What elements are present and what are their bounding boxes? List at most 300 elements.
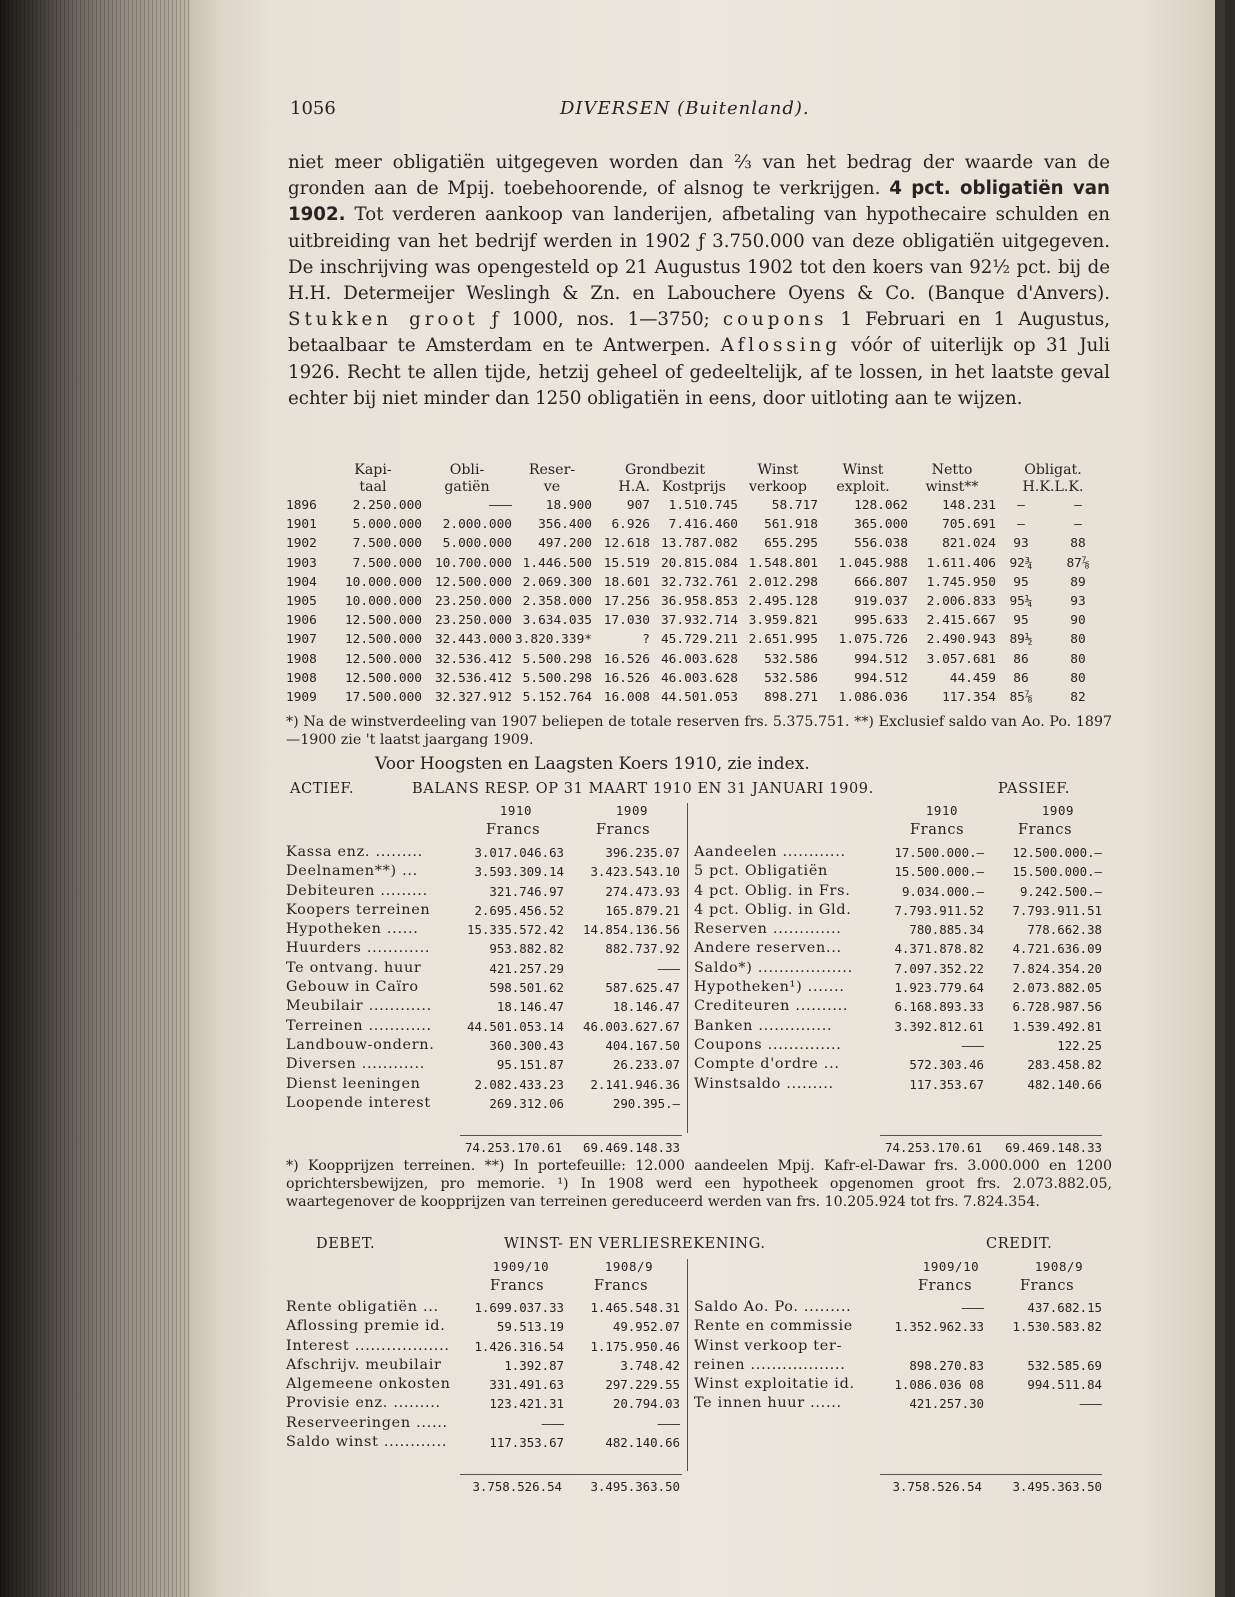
debet-row-cell: ——— [541, 1415, 564, 1431]
stats-row-cell: 12.500.000 [344, 613, 422, 629]
stats-row-cell: 2.415.667 [926, 613, 996, 629]
stats-header-cell: Netto [931, 462, 973, 478]
stats-row-cell: 95¼ [1009, 594, 1033, 610]
stats-header-cell: H.K.L.K. [1022, 479, 1084, 495]
debet-row-cell: Interest .................. [286, 1337, 450, 1354]
credit-row-cell: Saldo Ao. Po. ......... [694, 1299, 852, 1315]
winst-unit-right-2: Francs [1020, 1278, 1075, 1294]
stats-row-cell: 5.000.000 [352, 517, 422, 533]
actief-row-cell: 18.146.47 [496, 999, 564, 1015]
stats-row-cell: 16.526 [603, 651, 650, 667]
stats-row-cell: — [1074, 517, 1082, 533]
stats-row-cell: 2.358.000 [522, 594, 592, 610]
stats-row-cell: 1.446.500 [522, 555, 592, 571]
credit-row-cell: 532.585.69 [1027, 1357, 1102, 1373]
stats-row-cell: 89½ [1009, 632, 1033, 648]
actief-row [286, 901, 680, 920]
stats-row [286, 592, 1110, 611]
stats-header-cell: Reser- [528, 462, 576, 478]
passief-row-cell: Saldo*) .................. [694, 959, 853, 976]
actief-row [286, 1036, 680, 1055]
credit-row-cell: 437.682.15 [1027, 1300, 1102, 1315]
actief-row-cell: Te ontvang. huur [286, 959, 422, 976]
stats-row-cell: 12.618 [603, 536, 650, 552]
debet-row-cell: 49.952.07 [612, 1319, 680, 1335]
stats-row-cell: 12.500.000 [434, 574, 512, 590]
winst-title: WINST- EN VERLIESREKENING. [504, 1236, 766, 1252]
spaced-term-stukken: Stukken groot [288, 309, 479, 331]
intro-text-5: vóór of uiterlijk op 31 Juli 1926. Recht te allen tijde, hetzij geheel of gedeeltelijk, af te lossen, in het laatste geval echter bij niet minder dan 1250 obligatiën in eens, door uitloting aan te wijzen. [288, 335, 1110, 409]
stats-row-cell: 5.500.298 [522, 670, 592, 686]
stats-row-cell: 23.250.000 [434, 613, 512, 629]
stats-row-cell: 655.295 [764, 536, 818, 552]
debet-row [286, 1337, 680, 1356]
actief-row-cell: 165.879.21 [605, 902, 680, 918]
actief-row [286, 920, 680, 939]
debet-row [286, 1433, 680, 1452]
stats-row-cell: 1.075.726 [838, 632, 908, 648]
debet-row-cell: Afschrijv. meubilair [286, 1356, 442, 1373]
balans-footnote: *) Koopprijzen terreinen. **) In portefeuille: 12.000 aandeelen Mpij. Kafr-el-Dawar frs. 3.000.000 en 1200 oprichtersbewijzen, pro memorie. ¹) In 1908 werd een hypotheek opgenomen groot frs. 2.073.882.05, waartegenover de koopprijzen van terreinen gereduceerd werden van frs. 10.205.924 tot frs. 7.824.354. [286, 1158, 1112, 1210]
stats-row-cell: 1904 [286, 574, 317, 590]
passief-row-cell: 7.097.352.22 [894, 960, 984, 976]
stats-row-cell: 3.820.339* [514, 632, 592, 648]
passief-row [694, 882, 1102, 901]
stats-row-cell: 15.519 [603, 555, 650, 571]
stats-row-cell: 3.057.681 [926, 651, 996, 667]
stats-row-cell: 12.500.000 [344, 651, 422, 667]
passief-row-cell: Crediteuren .......... [694, 998, 849, 1015]
actief-row-cell: 269.312.06 [489, 1095, 564, 1111]
stats-row [286, 554, 1110, 573]
passief-row-cell: Compte d'ordre ... [694, 1056, 840, 1073]
actief-row [286, 862, 680, 881]
stats-row-cell: 2.495.128 [748, 594, 818, 610]
actief-row-cell: Koopers terreinen [286, 901, 431, 918]
page-header [190, 98, 1225, 124]
debet-row-cell: Reserveeringen ...... [286, 1414, 448, 1431]
stats-row-cell: 32.443.000 [434, 632, 512, 648]
stats-header-cell: H.A. [618, 479, 650, 495]
debet-row-cell: 1.465.548.31 [590, 1300, 680, 1315]
actief-row-cell: Landbouw-ondern. [286, 1036, 435, 1053]
winst-year-left-1: 1909/10 [492, 1259, 550, 1274]
passief-row-cell: Aandeelen ............ [694, 844, 846, 860]
stats-row-cell: 32.536.412 [434, 651, 512, 667]
intro-text-2: Tot verderen aankoop van landerijen, afbetaling van hypothecaire schulden en uitbreiding van het bedrijf werden in 1902 ƒ 3.750.000 van deze obligatiën uitgegeven. De inschrijving was opengesteld op 21 Augustus 1902 tot den koers van 92½ pct. bij de H.H. Determeijer Weslingh & Zn. en Labouchere Oyens & Co. (Banque d'Anvers). [288, 204, 1110, 305]
stats-row [286, 630, 1110, 649]
stats-row-cell: 93 [1070, 594, 1086, 610]
winst-total-rule-left [460, 1474, 682, 1475]
credit-row-cell [984, 1337, 1102, 1356]
debet-row-cell: 1.699.037.33 [474, 1300, 564, 1315]
stats-row-cell: 80 [1070, 632, 1086, 648]
winst-total-rule-right [880, 1474, 1102, 1475]
stats-row-cell: 2.069.300 [522, 574, 592, 590]
passief-row [694, 959, 1102, 978]
debet-row-cell: 331.491.63 [489, 1377, 564, 1393]
debet-row-cell: 1.426.316.54 [474, 1338, 564, 1354]
stats-row-cell: 2.250.000 [352, 498, 422, 513]
stats-row [286, 650, 1110, 669]
balans-title: BALANS RESP. OP 31 MAART 1910 EN 31 JANUARI 1909. [412, 781, 874, 797]
stats-header-cell [286, 479, 324, 496]
stats-row-cell: 18.601 [603, 574, 650, 590]
credit-row-cell: 898.270.83 [909, 1357, 984, 1373]
debet-row-cell: Rente obligatiën ... [286, 1299, 439, 1315]
stats-row-cell: 1903 [286, 555, 317, 571]
balans-year-1910-left: 1910 [499, 803, 533, 818]
stats-row-cell: 1902 [286, 536, 317, 552]
passief-row [694, 1055, 1102, 1074]
stats-row-cell: 44.459 [949, 670, 996, 686]
actief-row-cell: Loopende interest [286, 1094, 431, 1111]
stats-row-cell: 365.000 [854, 517, 908, 533]
debet-row-cell: Saldo winst ............ [286, 1434, 448, 1451]
stats-row-cell: 18.900 [545, 498, 592, 513]
stats-row-cell: 10.700.000 [434, 555, 512, 571]
passief-row-cell: 2.073.882.05 [1012, 980, 1102, 996]
stats-row-cell: 919.037 [854, 594, 908, 610]
stats-row-cell: 994.512 [854, 651, 908, 667]
credit-row-cell: Winst exploitatie id. [694, 1376, 855, 1393]
passief-row-cell: 4.721.636.09 [1012, 941, 1102, 957]
credit-row [694, 1317, 1102, 1336]
stats-row-cell: 3.959.821 [748, 613, 818, 629]
stats-header-cell: exploit. [836, 479, 890, 495]
balans-passief-table [694, 843, 1102, 1094]
stats-row-cell: 23.250.000 [434, 594, 512, 610]
stats-row-cell: 2.000.000 [442, 517, 512, 533]
book-page [190, 0, 1225, 1597]
actief-row-cell: 3.423.543.10 [590, 864, 680, 880]
debet-row-cell: 123.421.31 [489, 1396, 564, 1412]
balans-year-1909-right: 1909 [1041, 803, 1075, 818]
stats-row-cell: 32.732.761 [660, 574, 738, 590]
actief-row-cell: Diversen ............ [286, 1056, 426, 1073]
debet-row-cell: Algemeene onkosten [286, 1376, 451, 1393]
passief-row [694, 1075, 1102, 1094]
stats-row-cell: ? [642, 632, 650, 648]
actief-row-cell: Deelnamen**) ... [286, 863, 418, 880]
passief-row-cell: 6.168.893.33 [894, 999, 984, 1015]
balans-unit-left-2: Francs [596, 822, 651, 838]
debet-row-cell: 117.353.67 [489, 1435, 564, 1451]
stats-row-cell: 1.510.745 [668, 498, 738, 513]
credit-row-cell: ——— [961, 1300, 984, 1315]
stats-row-cell: 1901 [286, 517, 317, 533]
stats-row [286, 688, 1110, 707]
winst-debet-table [286, 1298, 680, 1452]
stats-row [286, 515, 1110, 534]
stats-row-cell: 17.256 [603, 594, 650, 610]
stats-row-cell: 37.932.714 [660, 613, 738, 629]
stats-row-cell: 148.231 [942, 498, 996, 513]
credit-row-cell: 994.511.84 [1027, 1377, 1102, 1393]
spaced-term-aflossing: Aflossing [720, 335, 841, 357]
credit-row-cell: 1.086.036 08 [894, 1377, 984, 1393]
credit-row-cell: Rente en commissie [694, 1318, 853, 1335]
credit-row-cell: Winst verkoop ter- [694, 1337, 843, 1354]
stats-row [286, 573, 1110, 592]
debet-row [286, 1394, 680, 1413]
stats-row-cell: 5.000.000 [442, 536, 512, 552]
stats-header-cell: Kostprijs [662, 479, 726, 495]
stats-row-cell: 86 [1013, 670, 1029, 686]
passief-row-cell: 122.25 [1057, 1037, 1102, 1053]
stats-row-cell: 1896 [286, 498, 317, 513]
stats-row-cell: 6.926 [611, 517, 650, 533]
stats-row-cell: 907 [626, 498, 650, 513]
actief-row-cell: Hypotheken ...... [286, 921, 419, 938]
stats-row-cell: 13.787.082 [660, 536, 738, 552]
stats-row-cell: 10.000.000 [344, 574, 422, 590]
stats-row-cell: 556.038 [854, 536, 908, 552]
passief-row-cell: 15.500.000.— [894, 864, 984, 880]
passief-row [694, 939, 1102, 958]
passief-row [694, 978, 1102, 997]
page-edge-shadow [1215, 0, 1225, 1597]
stats-row-cell: 86 [1013, 651, 1029, 667]
credit-row [694, 1375, 1102, 1394]
stats-row-cell: 1909 [286, 690, 317, 706]
passief-row-cell: Reserven ............. [694, 921, 842, 938]
actief-row-cell: 396.235.07 [605, 845, 680, 860]
actief-row [286, 997, 680, 1016]
actief-row-cell: 2.695.456.52 [474, 902, 564, 918]
actief-row-cell: 321.746.97 [489, 883, 564, 899]
debet-row-cell: Aflossing premie id. [286, 1318, 446, 1335]
winst-total-credit-1: 3.758.526.54 [892, 1479, 982, 1494]
actief-row-cell: 2.082.433.23 [474, 1076, 564, 1092]
stats-row-cell: 898.271 [764, 690, 818, 706]
winst-year-left-2: 1908/9 [604, 1259, 654, 1274]
passief-row-cell: 7.824.354.20 [1012, 960, 1102, 976]
stats-row-cell: 1.611.406 [926, 555, 996, 571]
stats-row-cell: 1907 [286, 632, 317, 648]
passief-row [694, 997, 1102, 1016]
winst-total-credit-2: 3.495.363.50 [1012, 1479, 1102, 1494]
stats-row-cell: 20.815.084 [660, 555, 738, 571]
actief-row [286, 978, 680, 997]
page-number: 1056 [290, 98, 336, 119]
actief-row [286, 1017, 680, 1036]
stats-row-cell: 1906 [286, 613, 317, 629]
actief-row [286, 843, 680, 862]
stats-header-cell: gatiën [444, 479, 490, 495]
stats-header-cell: Obligat. [1024, 462, 1082, 478]
balans-total-rule-right [880, 1135, 1102, 1136]
stats-row-cell: 58.717 [771, 498, 818, 513]
debet-row [286, 1356, 680, 1375]
passief-row [694, 920, 1102, 939]
stats-row-cell: 44.501.053 [660, 690, 738, 706]
debet-row [286, 1414, 680, 1433]
stats-header-cell: ve [543, 479, 561, 495]
stats-row-cell: 2.006.833 [926, 594, 996, 610]
stats-row-cell: 16.008 [603, 690, 650, 706]
stats-row-cell: ——— [488, 498, 512, 513]
passief-row [694, 843, 1102, 862]
stats-row-cell: 95 [1013, 613, 1029, 629]
balans-total-actief-1909: 69.469.148.33 [583, 1140, 680, 1155]
winst-total-debet-2: 3.495.363.50 [590, 1479, 680, 1494]
stats-row-cell: 821.024 [942, 536, 996, 552]
running-title: DIVERSEN (Buitenland). [560, 98, 810, 119]
debet-row-cell: 1.175.950.46 [590, 1338, 680, 1354]
passief-row [694, 901, 1102, 920]
passief-row-cell: 1.539.492.81 [1012, 1018, 1102, 1034]
passief-row-cell: 4.371.878.82 [894, 941, 984, 957]
balans-total-actief-1910: 74.253.170.61 [465, 1140, 562, 1155]
passief-row-cell: 778.662.38 [1027, 922, 1102, 938]
passief-row-cell: 780.885.34 [909, 922, 984, 938]
stats-row-cell: 12.500.000 [344, 670, 422, 686]
passief-row-cell: 1.923.779.64 [894, 980, 984, 996]
intro-text-1: niet meer obligatiën uitgegeven worden dan ⅔ van het bedrag der waarde van de gronden aan de Mpij. toebehoorende, of alsnog te verkrijgen. [288, 152, 1110, 200]
balans-total-passief-1909: 69.469.148.33 [1005, 1140, 1102, 1155]
actief-row-cell: 3.593.309.14 [474, 864, 564, 880]
stats-row [286, 611, 1110, 630]
stats-footnote: *) Na de winstverdeeling van 1907 beliepen de totale reserven frs. 5.375.751. **) Exclusief saldo van Ao. Po. 1897—1900 zie 't laatst jaargang 1909. [286, 714, 1112, 748]
stats-row-cell: 1905 [286, 594, 317, 610]
stats-row-cell: 82 [1070, 690, 1086, 706]
stats-row-cell: 1908 [286, 670, 317, 686]
passief-row-cell: 482.140.66 [1027, 1076, 1102, 1092]
actief-row-cell: 290.395.— [612, 1095, 680, 1111]
stats-row-cell: 87⅞ [1066, 555, 1090, 571]
actief-row-cell: 15.335.572.42 [467, 922, 564, 938]
winst-unit-left-1: Francs [490, 1278, 545, 1294]
page-stack-edges [0, 0, 190, 1597]
actief-row-cell: 18.146.47 [612, 999, 680, 1015]
winst-year-right-1: 1909/10 [922, 1259, 980, 1274]
balans-year-1910-right: 1910 [925, 803, 959, 818]
stats-row-cell: 95 [1013, 574, 1029, 590]
koersen-reference: Voor Hoogsten en Laagsten Koers 1910, zie index. [375, 754, 810, 774]
debet-row-cell: ——— [657, 1415, 680, 1431]
stats-row-cell: 356.400 [538, 517, 592, 533]
stats-header-row [286, 479, 1110, 496]
passief-row [694, 862, 1102, 881]
intro-text-4: 1 Februari en 1 Augustus, betaalbaar te Amsterdam en te Antwerpen. [288, 309, 1111, 357]
passief-row-cell: Banken .............. [694, 1017, 833, 1034]
stats-row-cell: 2.651.995 [748, 632, 818, 648]
actief-row [286, 1094, 680, 1113]
stats-row-cell: 89 [1070, 574, 1086, 590]
balans-unit-right-1: Francs [910, 822, 965, 838]
stats-row-cell: 32.536.412 [434, 670, 512, 686]
balans-actief-table [286, 843, 680, 1113]
stats-row-cell: 93 [1013, 536, 1029, 552]
stats-header-cell [286, 462, 324, 479]
balans-total-rule-left [460, 1135, 682, 1136]
debet-row-cell: Provisie enz. ......... [286, 1395, 441, 1412]
actief-row-cell: Gebouw in Caïro [286, 979, 419, 996]
stats-header-cell: winst** [925, 479, 979, 495]
stats-row-cell: 5.500.298 [522, 651, 592, 667]
debet-row-cell: 59.513.19 [496, 1319, 564, 1335]
stats-row-cell: 88 [1070, 536, 1086, 552]
winst-right-title: CREDIT. [986, 1236, 1053, 1252]
stats-row-cell: 1.548.801 [748, 555, 818, 571]
passief-row-cell: 17.500.000.— [894, 845, 984, 860]
stats-row-cell: 1.045.988 [838, 555, 908, 571]
actief-row-cell: 44.501.053.14 [467, 1018, 564, 1034]
stats-row-cell: 497.200 [538, 536, 592, 552]
stats-row-cell: 7.416.460 [668, 517, 738, 533]
stats-row-cell: 1.745.950 [926, 574, 996, 590]
stats-row-cell: 17.500.000 [344, 690, 422, 706]
winst-left-title: DEBET. [316, 1236, 376, 1252]
section-heading-bonds: 4 pct. obligatiën van 1902. [288, 178, 1110, 226]
actief-row [286, 1055, 680, 1074]
actief-row [286, 959, 680, 978]
debet-row-cell: 20.794.03 [612, 1396, 680, 1412]
passief-row-cell: 4 pct. Oblig. in Frs. [694, 882, 851, 899]
winst-credit-table [694, 1298, 1102, 1414]
actief-row-cell: 587.625.47 [605, 980, 680, 996]
stats-row-cell: 994.512 [854, 670, 908, 686]
stats-row-cell: 36.958.853 [660, 594, 738, 610]
passief-row-cell: 5 pct. Obligatiën [694, 863, 829, 880]
balans-year-1909-left: 1909 [615, 803, 649, 818]
stats-header-cell: Winst [757, 462, 799, 478]
intro-text-3: ƒ 1000, nos. 1—3750; [478, 309, 723, 331]
credit-row [694, 1356, 1102, 1375]
stats-row [286, 496, 1110, 515]
actief-row [286, 939, 680, 958]
actief-row-cell: 421.257.29 [489, 960, 564, 976]
balans-unit-right-2: Francs [1018, 822, 1073, 838]
debet-row [286, 1375, 680, 1394]
stats-header-cell: Winst [842, 462, 884, 478]
stats-header-cell: Kapi- [354, 462, 392, 478]
actief-row-cell: 360.300.43 [489, 1037, 564, 1053]
actief-row-cell: ——— [657, 960, 680, 976]
stats-row-cell: 128.062 [854, 498, 908, 513]
balans-left-title: ACTIEF. [290, 781, 355, 797]
debet-row-cell: 297.229.55 [605, 1377, 680, 1393]
credit-row [694, 1394, 1102, 1413]
stats-row-cell: — [1017, 498, 1025, 513]
passief-row-cell: Hypotheken¹) ....... [694, 979, 845, 996]
stats-row-cell: 7.500.000 [352, 536, 422, 552]
stats-row-cell: — [1017, 517, 1025, 533]
passief-row-cell: 283.458.82 [1027, 1057, 1102, 1073]
winst-unit-right-1: Francs [918, 1278, 973, 1294]
winst-divider [687, 1259, 688, 1471]
stats-row-cell: 3.634.035 [522, 613, 592, 629]
stats-header-cell: verkoop [749, 479, 807, 495]
stats-row-cell: 32.327.912 [434, 690, 512, 706]
passief-row-cell: 4 pct. Oblig. in Gld. [694, 901, 852, 918]
stats-row-cell: 46.003.628 [660, 651, 738, 667]
stats-row-cell: 90 [1070, 613, 1086, 629]
balans-total-passief-1910: 74.253.170.61 [885, 1140, 982, 1155]
credit-row-cell: 421.257.30 [909, 1396, 984, 1412]
actief-row-cell: Meubilair ............ [286, 998, 432, 1015]
winst-unit-left-2: Francs [594, 1278, 649, 1294]
debet-row-cell: 3.748.42 [620, 1357, 680, 1373]
actief-row-cell: Dienst leeningen [286, 1075, 421, 1092]
statistics-table [286, 462, 1110, 707]
stats-row-cell: 2.012.298 [748, 574, 818, 590]
passief-row-cell: Winstsaldo ......... [694, 1075, 834, 1092]
actief-row-cell: 953.882.82 [489, 941, 564, 957]
stats-row-cell: 12.500.000 [344, 632, 422, 648]
passief-row-cell: 7.793.911.51 [1012, 902, 1102, 918]
